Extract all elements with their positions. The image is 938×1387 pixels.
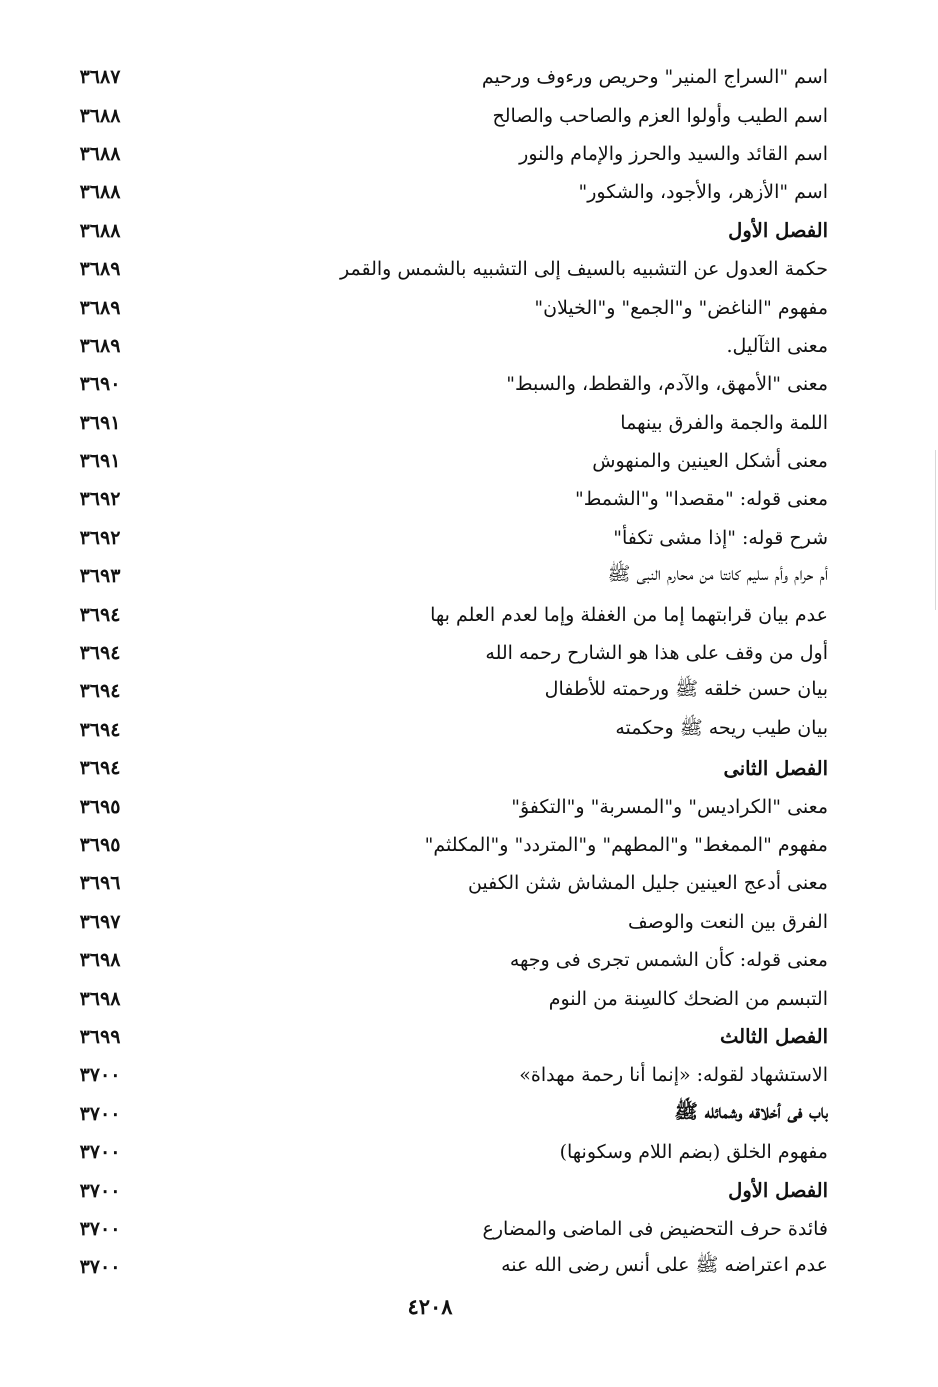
toc-entry-title: عدم بيان قرابتهما إما من الغفلة وإما لعدم العلم بها — [430, 603, 828, 626]
toc-entry — [60, 96, 828, 134]
toc-entry — [60, 1171, 828, 1209]
toc-entry — [60, 1210, 828, 1248]
toc-entry-title: أول من وقف على هذا هو الشارح رحمه الله — [485, 642, 828, 665]
toc-entry-title: اسم "الأزهر، والأجود، والشكور" — [578, 181, 828, 204]
toc-entry-page-number: ٣٦٩٤ — [79, 718, 121, 741]
toc-entry-page-number: ٣٦٩٢ — [79, 488, 121, 511]
toc-entry-page-number: ٣٦٩٥ — [79, 834, 121, 856]
toc-entry — [60, 173, 828, 211]
toc-entry — [60, 1056, 828, 1094]
toc-entry-page-number: ٣٦٩٤ — [79, 603, 121, 626]
toc-entry-page-number: ٣٦٨٨ — [79, 181, 121, 204]
toc-entry — [60, 212, 828, 250]
toc-entry-page-number: ٣٦٩٦ — [79, 872, 121, 895]
toc-entry-page-number: ٣٧٠٠ — [79, 1102, 121, 1125]
toc-entry — [60, 557, 828, 595]
toc-entry-page-number: ٣٧٠٠ — [79, 1256, 121, 1279]
table-of-contents — [60, 58, 828, 1287]
toc-entry — [60, 634, 828, 672]
toc-entry-page-number: ٣٧٠٠ — [79, 1141, 121, 1164]
toc-section-heading: الفصل الثالث — [720, 1025, 828, 1049]
toc-entry — [60, 826, 828, 864]
toc-entry — [60, 749, 828, 787]
toc-entry — [60, 58, 828, 96]
toc-entry-title: معنى "الكراديس" و"المسربة" و"التكفؤ" — [511, 795, 828, 818]
toc-entry-page-number: ٣٧٠٠ — [79, 1064, 121, 1087]
toc-entry-title: معنى قوله: "مقصدا" و"الشمط" — [575, 488, 828, 511]
toc-entry-page-number: ٣٦٨٨ — [79, 104, 121, 127]
toc-section-heading: الفصل الثانى — [723, 756, 828, 780]
toc-entry — [60, 672, 828, 710]
toc-entry-title: التبسم من الضحك كالسِنة من النوم — [548, 987, 828, 1010]
toc-entry — [60, 1248, 828, 1286]
toc-entry-title: عدم اعتراضه ﷺ على أنس رضى الله عنه — [501, 1254, 828, 1277]
toc-entry-title: الفرق بين النعت والوصف — [628, 910, 828, 933]
toc-entry — [60, 250, 828, 288]
toc-entry-title: معنى أدعج العينين جليل المشاش شثن الكفين — [467, 872, 828, 895]
toc-entry-title: معنى الثآليل. — [726, 334, 828, 357]
toc-entry-title: معنى "الأمهق، والآدم، والقطط، والسبط" — [506, 373, 828, 396]
toc-entry — [60, 135, 828, 173]
toc-entry — [60, 1018, 828, 1056]
toc-entry — [60, 941, 828, 979]
toc-entry — [60, 1133, 828, 1171]
toc-entry — [60, 787, 828, 825]
toc-entry-title: بيان طيب ريحه ﷺ وحكمته — [615, 716, 828, 739]
toc-entry-page-number: ٣٦٩٣ — [79, 565, 121, 588]
toc-entry-page-number: ٣٧٠٠ — [79, 1217, 121, 1240]
page-number: ٤٢٠٨ — [407, 1294, 453, 1319]
toc-entry — [60, 903, 828, 941]
toc-entry-page-number: ٣٦٩٨ — [79, 949, 121, 972]
toc-entry-page-number: ٣٧٠٠ — [79, 1179, 121, 1202]
toc-entry-title: اسم القائد والسيد والحرز والإمام والنور — [519, 142, 828, 165]
toc-entry — [60, 327, 828, 365]
toc-entry-page-number: ٣٦٨٨ — [79, 219, 121, 242]
toc-entry-page-number: ٣٦٩٩ — [79, 1025, 121, 1048]
toc-entry-page-number: ٣٦٩١ — [79, 411, 121, 434]
toc-entry — [60, 711, 828, 749]
toc-entry-title: بيان حسن خلقه ﷺ ورحمته للأطفال — [544, 678, 828, 701]
toc-entry-title: اسم "السراج المنير" وحريص ورءوف ورحيم — [481, 66, 828, 89]
toc-entry-page-number: ٣٦٨٧ — [79, 66, 121, 89]
toc-entry-title: معنى قوله: كأن الشمس تجرى فى وجهه — [509, 949, 828, 972]
toc-entry — [60, 519, 828, 557]
toc-entry — [60, 864, 828, 902]
toc-entry — [60, 595, 828, 633]
toc-section-heading: الفصل الأول — [728, 1179, 828, 1203]
toc-entry-title: اللمة والجمة والفرق بينهما — [620, 411, 828, 434]
toc-entry-page-number: ٣٦٩٠ — [79, 373, 121, 396]
toc-entry-title: معنى أشكل العينين والمنهوش — [592, 450, 828, 473]
toc-entry-page-number: ٣٦٩٢ — [79, 526, 121, 549]
toc-entry-page-number: ٣٦٨٩ — [79, 258, 121, 281]
toc-entry-page-number: ٣٦٩٤ — [79, 757, 121, 780]
toc-entry — [60, 442, 828, 480]
toc-entry-title: اسم الطيب وأولوا العزم والصاحب والصالح — [492, 104, 828, 127]
toc-entry-page-number: ٣٦٨٩ — [79, 334, 121, 357]
toc-section-heading: باب فى أخلاقه وشمائله ﷺ — [674, 1099, 828, 1123]
toc-entry-title: أم حرام وأم سليم كانتا من محارم النبى ﷺ — [607, 563, 828, 586]
toc-entry-page-number: ٣٦٩٧ — [79, 910, 121, 933]
toc-entry-page-number: ٣٦٩٤ — [79, 642, 121, 665]
toc-entry-title: مفهوم الخلق (بضم اللام وسكونها) — [559, 1141, 828, 1164]
toc-entry-title: حكمة العدول عن التشبيه بالسيف إلى التشبيه بالشمس والقمر — [340, 258, 828, 281]
toc-entry — [60, 288, 828, 326]
toc-entry-page-number: ٣٦٨٩ — [79, 296, 121, 319]
toc-entry-page-number: ٣٦٩٨ — [79, 987, 121, 1010]
toc-entry — [60, 1095, 828, 1133]
toc-entry-title: فائدة حرف التحضيض فى الماضى والمضارع — [482, 1217, 828, 1240]
scan-edge-line — [935, 450, 936, 610]
toc-entry — [60, 404, 828, 442]
toc-entry-title: مفهوم "الممغط" و"المطهم" و"المتردد" و"المكلثم" — [424, 834, 828, 856]
toc-entry-page-number: ٣٦٩١ — [79, 450, 121, 473]
toc-entry-title: مفهوم "الناغض" و"الجمع" و"الخيلان" — [534, 296, 828, 319]
toc-entry-page-number: ٣٦٨٨ — [79, 142, 121, 165]
toc-entry — [60, 365, 828, 403]
toc-entry-page-number: ٣٦٩٥ — [79, 795, 121, 818]
toc-entry — [60, 979, 828, 1017]
toc-section-heading: الفصل الأول — [728, 219, 828, 243]
toc-entry-page-number: ٣٦٩٤ — [79, 680, 121, 703]
toc-entry-title: الاستشهاد لقوله: «إنما أنا رحمة مهداة» — [519, 1064, 828, 1087]
toc-entry-title: شرح قوله: "إذا مشى تكفأ" — [613, 526, 828, 549]
toc-entry — [60, 480, 828, 518]
